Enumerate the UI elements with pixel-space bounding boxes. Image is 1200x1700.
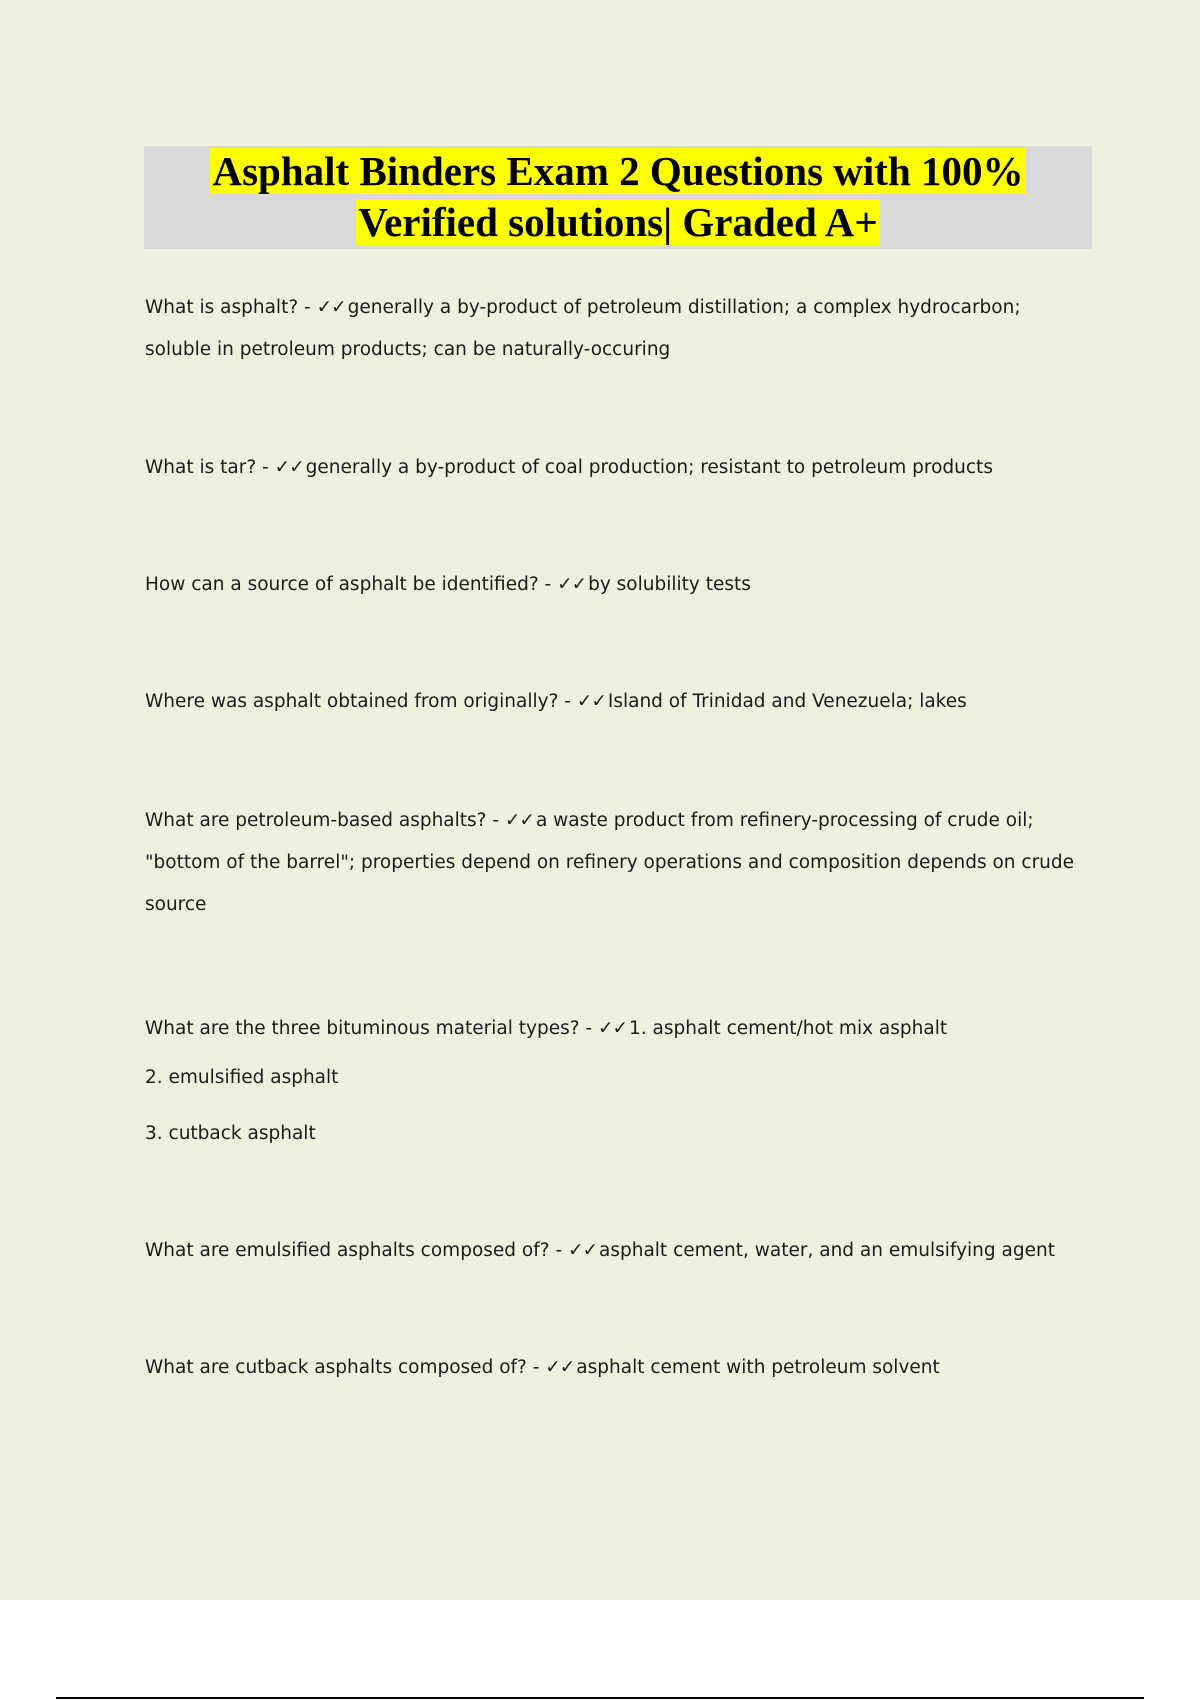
double-check-icon: ✓✓ — [316, 297, 346, 318]
double-check-icon: ✓✓ — [274, 457, 304, 478]
qa-item-source-identification — [145, 564, 1075, 606]
double-check-icon: ✓✓ — [545, 1357, 575, 1378]
answer-separator: - — [486, 810, 505, 831]
answer-separator: - — [526, 1357, 546, 1378]
answer-text: generally a by-product of coal production; resistant to petroleum products — [305, 457, 993, 478]
answer-separator: - — [558, 691, 577, 712]
qa-item-tar — [145, 447, 1075, 489]
double-check-icon: ✓✓ — [504, 810, 534, 831]
answer-text: Island of Trinidad and Venezuela; lakes — [607, 691, 967, 712]
qa-item-original-source — [145, 681, 1075, 723]
question-text: What are petroleum-based asphalts? — [145, 810, 487, 831]
answer-separator: - — [256, 457, 275, 478]
list-item-emulsified: 2. emulsified asphalt — [145, 1067, 339, 1088]
double-check-icon: ✓✓ — [597, 1018, 627, 1039]
answer-text: a waste product from refinery-processing of crude oil; "bottom of the barrel"; properties depend on refinery operations and composition depends on crude source — [145, 810, 1075, 915]
answer-separator: - — [579, 1018, 598, 1039]
answer-separator: - — [549, 1240, 568, 1261]
page-break-rule — [56, 1697, 1144, 1699]
answer-text: generally a by-product of petroleum distillation; a complex hydrocarbon; soluble in petroleum products; can be naturally-occuring — [145, 297, 1021, 360]
qa-item-petroleum-based — [145, 800, 1075, 926]
question-text: What are the three bituminous material types? — [145, 1018, 580, 1039]
answer-text: by solubility tests — [588, 574, 751, 595]
question-text: What are emulsified asphalts composed of? — [145, 1240, 550, 1261]
answer-separator: - — [538, 574, 558, 595]
qa-item-bituminous-types — [145, 1008, 1075, 1050]
question-text: Where was asphalt obtained from originally? — [145, 691, 559, 712]
answer-text: asphalt cement, water, and an emulsifying agent — [599, 1240, 1055, 1261]
title-line-1: Asphalt Binders Exam 2 Questions with 100% — [212, 148, 1024, 194]
question-text: What are cutback asphalts composed of? — [145, 1357, 527, 1378]
question-text: What is tar? — [145, 457, 257, 478]
qa-item-emulsified-composition — [145, 1230, 1075, 1272]
question-text: How can a source of asphalt be identified? — [145, 574, 539, 595]
double-check-icon: ✓✓ — [557, 574, 587, 595]
answer-text: 1. asphalt cement/hot mix asphalt — [629, 1018, 948, 1039]
qa-item-cutback-composition — [145, 1347, 1075, 1389]
answer-separator: - — [298, 297, 317, 318]
double-check-icon: ✓✓ — [576, 691, 606, 712]
qa-item-asphalt — [145, 287, 1075, 371]
title-line-2: Verified solutions| Graded A+ — [358, 199, 878, 245]
question-text: What is asphalt? — [145, 297, 299, 318]
answer-text: asphalt cement with petroleum solvent — [576, 1357, 940, 1378]
double-check-icon: ✓✓ — [568, 1240, 598, 1261]
list-item-cutback: 3. cutback asphalt — [145, 1123, 316, 1144]
document-title — [144, 146, 1092, 249]
